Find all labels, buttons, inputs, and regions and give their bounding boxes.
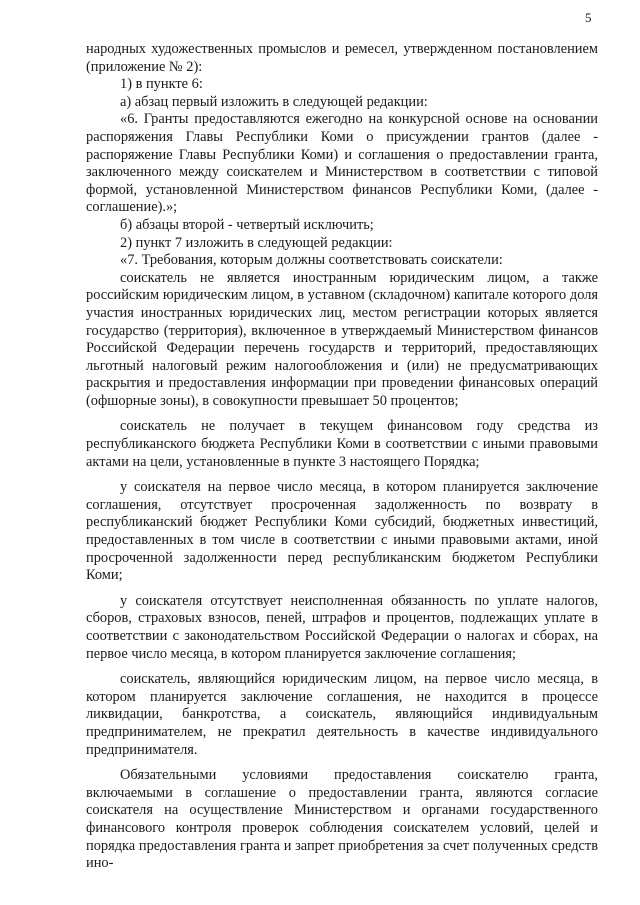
page-number: 5 <box>585 10 592 25</box>
paragraph: «6. Гранты предоставляются ежегодно на конкурсной основе на основании распоряжения Главы Республики Коми о присуждении грантов (далее - распоряжение Главы Республики Коми) и соглашения о предоставлении гранта, заключенного между соискателем и Министерством в соответствии с типовой формой, установленной Министерством финансов Республики Коми, (далее - соглашение).»; <box>86 111 598 216</box>
paragraph: соискатель не получает в текущем финансовом году средства из республиканского бюджета Республики Коми в соответствии с иными правовыми актами на цели, установленные в пункте 3 настоящего Порядка; <box>86 418 598 470</box>
document-body <box>86 41 598 873</box>
paragraph: у соискателя на первое число месяца, в котором планируется заключение соглашения, отсутствует просроченная задолженность по возврату в республиканский бюджет Республики Коми субсидий, бюджетных инвестиций, предоставленных в том числе в соответствии с иными правовыми актами, иной просроченной задолженности перед республиканским бюджетом Республики Коми; <box>86 479 598 584</box>
paragraph: 1) в пункте 6: <box>120 76 203 93</box>
paragraph: «7. Требования, которым должны соответствовать соискатели: <box>120 252 503 269</box>
paragraph: соискатель не является иностранным юридическим лицом, а также российским юридическим лицом, в уставном (складочном) капитале которого доля участия иностранных юридических лиц, местом регистрации которых является государство (территория), включенное в утверждаемый Министерством финансов Российской Федерации перечень государств и территорий, предоставляющих льготный налоговый режим налогообложения и (или) не предусматривающих раскрытия и предоставления информации при проведении финансовых операций (офшорные зоны), в совокупности превышает 50 процентов; <box>86 269 598 409</box>
paragraph: соискатель, являющийся юридическим лицом, на первое число месяца, в котором планируется заключение соглашения, не находится в процессе ликвидации, банкротства, а соискатель, являющийся индивидуальным предпринимателем, не прекратил деятельность в качестве индивидуального предпринимателя. <box>86 671 598 758</box>
paragraph: 2) пункт 7 изложить в следующей редакции: <box>120 234 393 251</box>
paragraph: а) абзац первый изложить в следующей редакции: <box>120 93 428 110</box>
paragraph: б) абзацы второй - четвертый исключить; <box>120 216 374 233</box>
paragraph: народных художественных промыслов и ремесел, утвержденном постановлением (приложение № 2): <box>86 41 598 75</box>
paragraph: у соискателя отсутствует неисполненная обязанность по уплате налогов, сборов, страховых взносов, пеней, штрафов и процентов, подлежащих уплате в соответствии с законодательством Российской Федерации о налогах и сборах, на первое число месяца, в котором планируется заключение соглашения; <box>86 592 598 662</box>
paragraph: Обязательными условиями предоставления соискателю гранта, включаемыми в соглашение о предоставлении гранта, являются согласие соискателя на осуществление Министерством и органами государственного финансового контроля проверок соблюдения соискателем условий, целей и порядка предоставления гранта и запрет приобретения за счет полученных средств ино- <box>86 767 598 872</box>
